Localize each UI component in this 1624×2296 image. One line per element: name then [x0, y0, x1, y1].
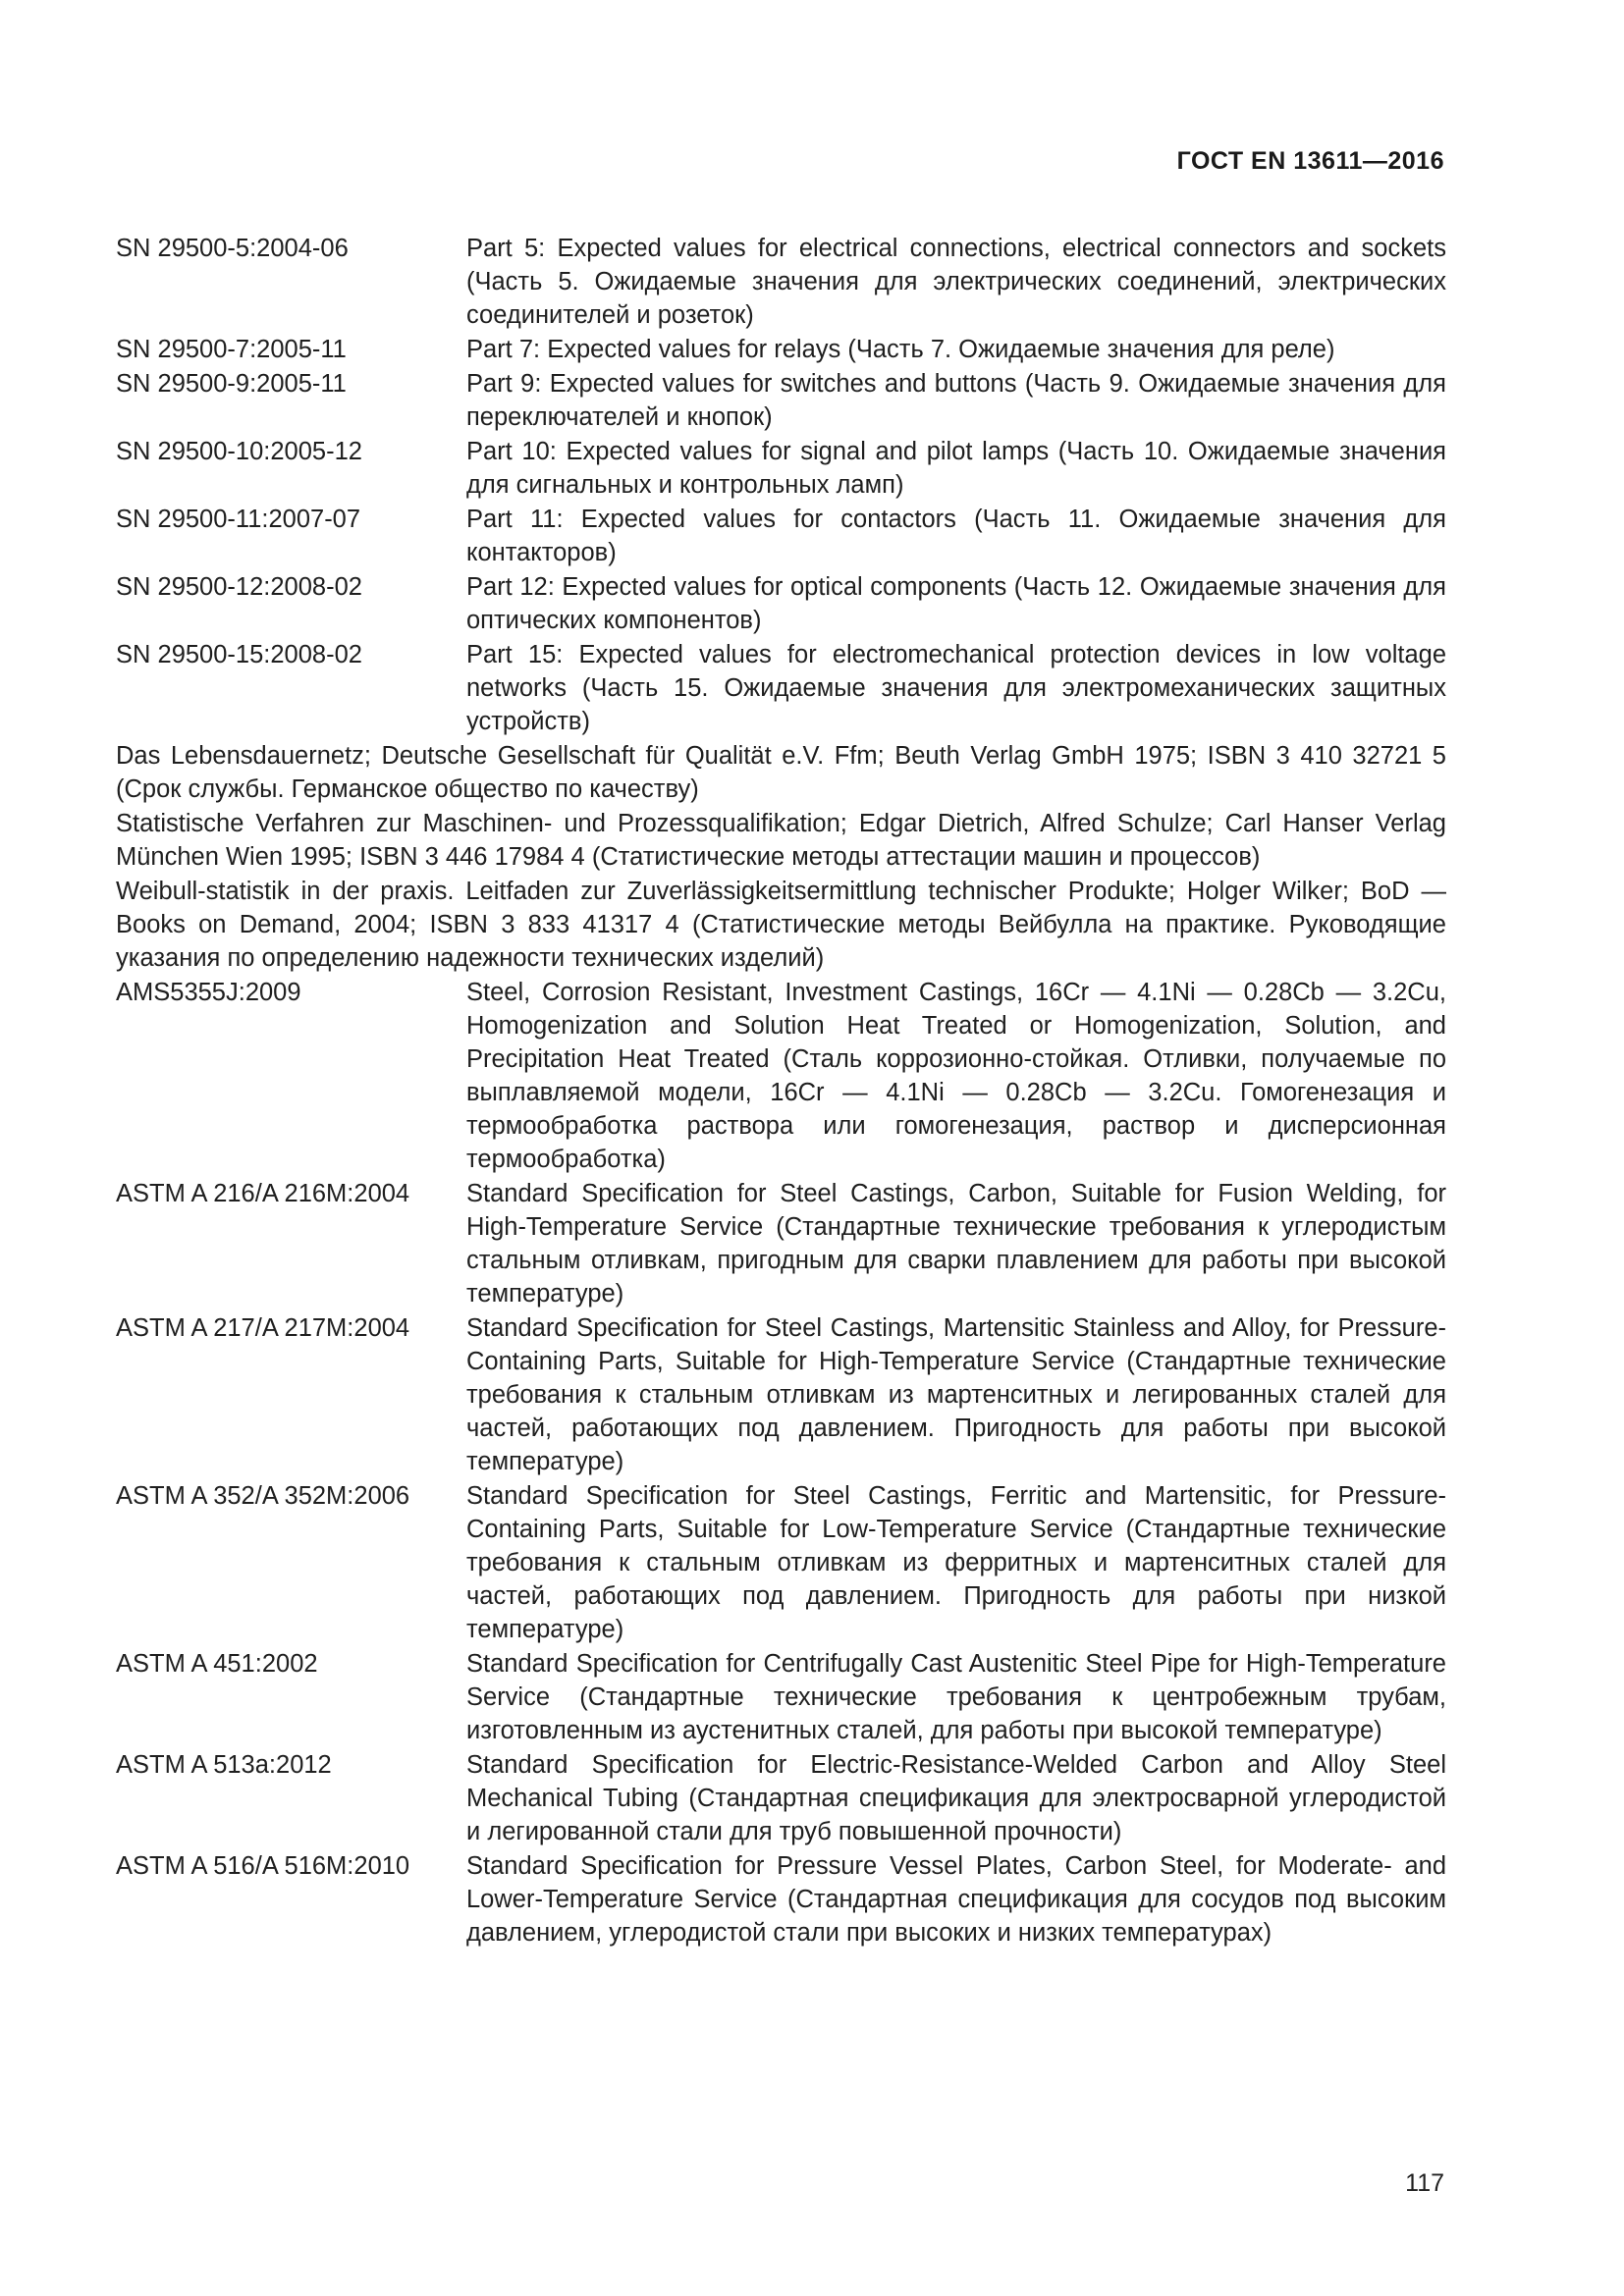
reference-description: Steel, Corrosion Resistant, Investment Castings, 16Cr — 4.1Ni — 0.28Cb — 3.2Cu, Homogenization and Solution Heat Treated or Homogenization, Solution, and Precipitation Heat Treated (Сталь коррозионно-стойкая. Отливки, получаемые по выплавляемой модели, 16Cr — 4.1Ni — 0.28Cb — 3.2Cu. Гомогенезация и термообработка раствора или гомогенезация, раствор и дисперсионная термообработка) — [466, 979, 1446, 1173]
reference-entry-sn-29500-12 — [116, 570, 1446, 637]
reference-code: SN 29500-7:2005-11 — [116, 336, 347, 363]
reference-entry-sn-29500-5 — [116, 232, 1446, 332]
reference-description: Standard Specification for Pressure Vessel Plates, Carbon Steel, for Moderate- and Lower-Temperature Service (Стандартная спецификация для сосудов под высоким давлением, углеродистой стали при высоких и низких температурах) — [466, 1852, 1446, 1947]
reference-code: ASTM A 516/A 516M:2010 — [116, 1852, 410, 1880]
reference-entry-astm-a513a — [116, 1748, 1446, 1848]
reference-entry-sn-29500-9 — [116, 367, 1446, 434]
reference-code: SN 29500-5:2004-06 — [116, 235, 349, 262]
reference-code: SN 29500-12:2008-02 — [116, 573, 362, 601]
reference-description: Standard Specification for Centrifugally Cast Austenitic Steel Pipe for High-Temperature Service (Стандартные технические требования к центробежным трубам, изготовленным из аустенитных сталей, для работы при высокой температуре) — [466, 1650, 1446, 1744]
reference-description: Part 10: Expected values for signal and pilot lamps (Часть 10. Ожидаемые значения для сигнальных и контрольных ламп) — [466, 438, 1446, 499]
reference-entry-astm-a216 — [116, 1177, 1446, 1310]
reference-entry-ams5355j — [116, 976, 1446, 1176]
reference-code: ASTM A 513a:2012 — [116, 1751, 332, 1779]
reference-description: Part 12: Expected values for optical components (Часть 12. Ожидаемые значения для оптических компонентов) — [466, 573, 1446, 634]
reference-code: ASTM A 217/A 217M:2004 — [116, 1314, 410, 1342]
bibliography-paragraph: Das Lebensdauernetz; Deutsche Gesellschaft für Qualität e.V. Ffm; Beuth Verlag GmbH 1975; ISBN 3 410 32721 5 (Срок службы. Германское общество по качеству) — [116, 742, 1446, 803]
reference-code: ASTM A 216/A 216M:2004 — [116, 1180, 410, 1207]
reference-entry-sn-29500-10 — [116, 435, 1446, 502]
reference-description: Standard Specification for Steel Castings, Carbon, Suitable for Fusion Welding, for High-Temperature Service (Стандартные технические требования к углеродистым стальным отливкам, пригодным для сварки плавлением для работы при высокой температуре) — [466, 1180, 1446, 1308]
reference-entry-astm-a352 — [116, 1479, 1446, 1646]
reference-entry-astm-a516 — [116, 1849, 1446, 1949]
reference-entry-astm-a217 — [116, 1311, 1446, 1478]
reference-description: Part 5: Expected values for electrical connections, electrical connectors and sockets (Часть 5. Ожидаемые значения для электрических соединений, электрических соединителей и розеток) — [466, 235, 1446, 329]
reference-code: SN 29500-11:2007-07 — [116, 506, 361, 533]
reference-description: Part 15: Expected values for electromechanical protection devices in low voltage networks (Часть 15. Ожидаемые значения для электромеханических защитных устройств) — [466, 641, 1446, 735]
reference-description: Standard Specification for Steel Castings, Martensitic Stainless and Alloy, for Pressure-Containing Parts, Suitable for High-Temperature Service (Стандартные технические требования к стальным отливкам из мартенситных и легированных сталей для частей, работающих под давлением. Пригодность для работы при высокой температуре) — [466, 1314, 1446, 1475]
reference-entry-sn-29500-7 — [116, 333, 1446, 366]
bibliography-content — [116, 232, 1446, 1950]
reference-code: SN 29500-9:2005-11 — [116, 370, 347, 398]
reference-entry-sn-29500-11 — [116, 503, 1446, 569]
reference-entry-sn-29500-15 — [116, 638, 1446, 738]
reference-description: Part 11: Expected values for contactors (Часть 11. Ожидаемые значения для контакторов) — [466, 506, 1446, 566]
reference-description: Standard Specification for Steel Castings, Ferritic and Martensitic, for Pressure-Containing Parts, Suitable for Low-Temperature Service (Стандартные технические требования к стальным отливкам из ферритных и мартенситных сталей для частей, работающих под давлением. Пригодность для работы при низкой температуре) — [466, 1482, 1446, 1643]
bibliography-paragraph: Weibull-statistik in der praxis. Leitfaden zur Zuverlässigkeitsermittlung technischer Produkte; Holger Wilker; BoD — Books on Demand, 2004; ISBN 3 833 41317 4 (Статистические методы Вейбулла на практике. Руководящие указания по определению надежности технических изделий) — [116, 878, 1446, 972]
reference-code: ASTM A 451:2002 — [116, 1650, 318, 1678]
page-number: 117 — [1405, 2169, 1444, 2197]
reference-code: SN 29500-15:2008-02 — [116, 641, 362, 668]
reference-description: Part 7: Expected values for relays (Часть 7. Ожидаемые значения для реле) — [466, 336, 1335, 363]
reference-description: Part 9: Expected values for switches and buttons (Часть 9. Ожидаемые значения для переключателей и кнопок) — [466, 370, 1446, 431]
reference-code: ASTM A 352/A 352M:2006 — [116, 1482, 410, 1510]
reference-code: SN 29500-10:2005-12 — [116, 438, 362, 465]
reference-code: AMS5355J:2009 — [116, 979, 301, 1006]
reference-description: Standard Specification for Electric-Resistance-Welded Carbon and Alloy Steel Mechanical Tubing (Стандартная спецификация для электросварной углеродистой и легированной стали для труб повышенной прочности) — [466, 1751, 1446, 1845]
reference-entry-astm-a451 — [116, 1647, 1446, 1747]
document-standard-header: ГОСТ EN 13611—2016 — [1176, 147, 1444, 175]
bibliography-paragraph: Statistische Verfahren zur Maschinen- und Prozessqualifikation; Edgar Dietrich, Alfred Schulze; Carl Hanser Verlag München Wien 1995; ISBN 3 446 17984 4 (Статистические методы аттестации машин и процессов) — [116, 810, 1446, 871]
